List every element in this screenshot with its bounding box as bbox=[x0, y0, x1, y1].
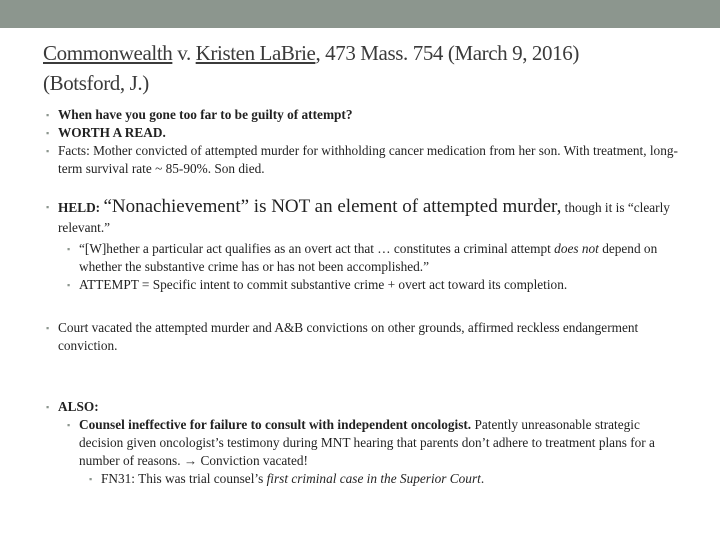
quote-text-italic: does not bbox=[554, 241, 599, 256]
title-case-name-2: Kristen LaBrie bbox=[195, 41, 316, 65]
bullet-text: Facts: Mother convicted of attempted murder for withholding cancer medication from her son. With treatment, long-term survival rate ~ 85-90%. Son died. bbox=[58, 143, 678, 176]
bullet-marker: ▪ bbox=[46, 128, 50, 138]
bullet-attempt-question bbox=[46, 106, 686, 124]
sub-sub-bullet-fn31 bbox=[46, 470, 686, 488]
fn-text-end: . bbox=[480, 471, 485, 486]
bullet-also bbox=[46, 398, 686, 416]
held-label: HELD: bbox=[58, 200, 101, 215]
bullet-marker: ▪ bbox=[67, 280, 71, 290]
quote-text-b: depend on whether the substantive crime has or has not been accomplished.” bbox=[79, 241, 658, 274]
counsel-end: Conviction vacated! bbox=[197, 453, 308, 468]
sub-bullet-counsel bbox=[46, 416, 686, 470]
bullet-marker: ▪ bbox=[46, 146, 50, 156]
bullet-marker: ▪ bbox=[46, 402, 50, 412]
quote-text-a: “[W]hether a particular act qualifies as an overt act that … constitutes a criminal attempt bbox=[79, 241, 555, 256]
bullet-held bbox=[46, 197, 686, 238]
bullet-marker: ▪ bbox=[67, 244, 71, 254]
title-author: (Botsford, J.) bbox=[43, 71, 149, 95]
title-case-name-1: Commonwealth bbox=[43, 41, 173, 65]
bullet-marker: ▪ bbox=[67, 420, 71, 430]
slide-body bbox=[46, 106, 686, 488]
top-bar bbox=[0, 0, 720, 28]
fn-text-a: FN31: This was trial counsel’s bbox=[101, 471, 267, 486]
slide-title bbox=[43, 38, 703, 98]
bullet-text: WORTH A READ. bbox=[58, 125, 166, 140]
bullet-worth-a-read bbox=[46, 124, 686, 142]
bullet-text: Court vacated the attempted murder and A&B convictions on other grounds, affirmed reckless endangerment conviction. bbox=[58, 320, 639, 353]
bullet-marker: ▪ bbox=[46, 202, 50, 212]
bullet-marker: ▪ bbox=[46, 323, 50, 333]
title-v: v. bbox=[172, 41, 196, 65]
bullet-text: ALSO: bbox=[58, 399, 99, 414]
bullet-text: ATTEMPT = Specific intent to commit substantive crime + overt act toward its completion. bbox=[79, 277, 568, 292]
held-holding: “Nonachievement” is NOT an element of attempted murder, bbox=[103, 196, 562, 217]
bullet-court-vacated bbox=[46, 319, 686, 355]
bullet-facts bbox=[46, 142, 686, 178]
fn-text-italic: first criminal case in the Superior Court bbox=[266, 471, 481, 486]
bullet-text: When have you gone too far to be guilty of attempt? bbox=[58, 107, 353, 122]
right-arrow-icon: → bbox=[183, 453, 198, 468]
counsel-rest: Patently unreasonable strategic decision given oncologist’s testimony during MNT hearing that parents don’t adhere to treatment plans for a number of reasons. bbox=[79, 417, 655, 468]
sub-bullet-attempt-definition bbox=[46, 276, 686, 294]
bullet-marker: ▪ bbox=[46, 110, 50, 120]
sub-bullet-quote bbox=[46, 240, 686, 276]
bullet-marker: ▪ bbox=[89, 474, 93, 484]
counsel-bold: Counsel ineffective for failure to consult with independent oncologist. bbox=[79, 417, 472, 432]
title-citation: , 473 Mass. 754 (March 9, 2016) bbox=[315, 41, 579, 65]
held-rest: though it is “clearly relevant.” bbox=[58, 200, 670, 235]
